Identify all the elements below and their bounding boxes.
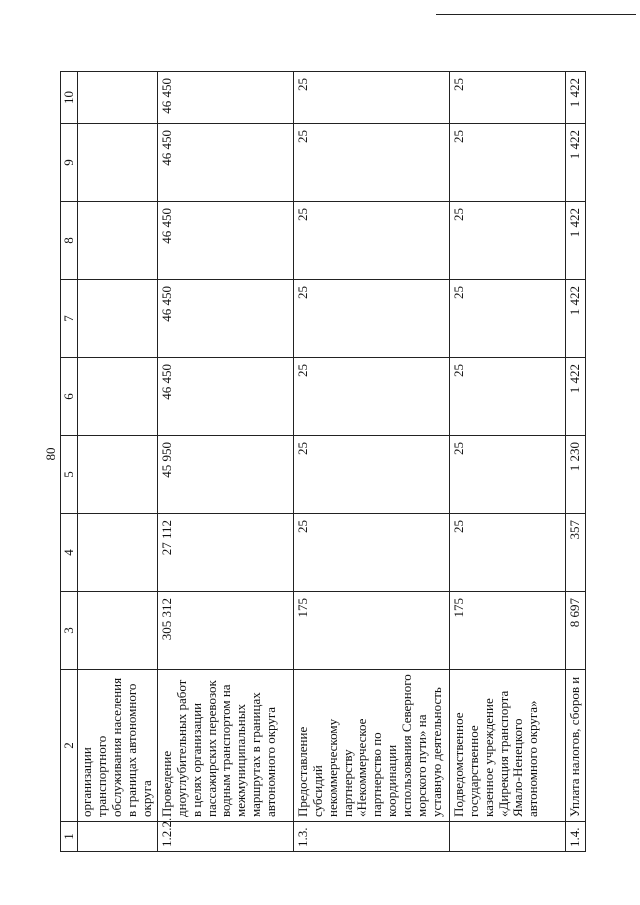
cell-value: 25	[449, 514, 565, 592]
cell-total: 175	[449, 592, 565, 670]
budget-table	[60, 71, 586, 852]
table-row	[449, 72, 565, 852]
table-row	[293, 72, 449, 852]
cell-value: 1 422	[565, 280, 585, 358]
cell-value: 45 950	[157, 436, 293, 514]
cell-value: 25	[449, 72, 565, 124]
col-num-7: 7	[61, 280, 78, 358]
cell-value: 25	[293, 202, 449, 280]
cell-value: 46 450	[157, 280, 293, 358]
cell-value: 46 450	[157, 358, 293, 436]
cell-value: 25	[449, 202, 565, 280]
table-row	[565, 72, 585, 852]
col-num-8: 8	[61, 202, 78, 280]
row-code: 1.3.	[293, 822, 449, 852]
cell-value: 25	[449, 358, 565, 436]
table-row	[157, 72, 293, 852]
cell-value: 25	[293, 280, 449, 358]
row-code	[78, 822, 158, 852]
col-num-9: 9	[61, 124, 78, 202]
cell-value: 46 450	[157, 72, 293, 124]
col-num-6: 6	[61, 358, 78, 436]
cell-value: 1 422	[565, 358, 585, 436]
cell-value	[78, 358, 158, 436]
cell-total: 8 697	[565, 592, 585, 670]
cell-value: 25	[293, 124, 449, 202]
column-number-row	[61, 72, 78, 852]
cell-total: 175	[293, 592, 449, 670]
cell-value: 25	[449, 124, 565, 202]
row-name: Подведомственное государственное казенное учреждение «Дирекция транспорта Ямало-Ненецкого автономного округа»	[449, 670, 565, 822]
row-name: организации транспортного обслуживания населения в границах автономного округа	[78, 670, 158, 822]
cell-value: 1 230	[565, 436, 585, 514]
cell-value: 25	[293, 436, 449, 514]
budget-table-rotated	[60, 72, 580, 852]
cell-value: 25	[293, 358, 449, 436]
row-code: 1.4.	[565, 822, 585, 852]
col-num-4: 4	[61, 514, 78, 592]
page-number: 80	[43, 447, 58, 461]
cell-value: 357	[565, 514, 585, 592]
cell-value	[78, 280, 158, 358]
table-row	[78, 72, 158, 852]
top-rule	[436, 14, 636, 15]
cell-value: 25	[449, 436, 565, 514]
col-num-2: 2	[61, 670, 78, 822]
cell-value: 25	[293, 72, 449, 124]
row-code	[449, 822, 565, 852]
cell-value	[78, 72, 158, 124]
row-code: 1.2.2.	[157, 822, 293, 852]
row-name: Проведение дноуглубительных работ в целях организации пассажирских перевозок водным транспортом на межмуниципальных маршрутах в границах автономного округа	[157, 670, 293, 822]
cell-value	[78, 124, 158, 202]
col-num-5: 5	[61, 436, 78, 514]
cell-value: 1 422	[565, 124, 585, 202]
cell-value: 1 422	[565, 202, 585, 280]
cell-value	[78, 514, 158, 592]
cell-value: 25	[293, 514, 449, 592]
cell-value: 46 450	[157, 124, 293, 202]
cell-value: 25	[449, 280, 565, 358]
cell-value	[78, 436, 158, 514]
cell-value	[78, 202, 158, 280]
cell-value: 1 422	[565, 72, 585, 124]
row-name: Предоставление субсидий некоммерческому партнерству «Некоммерческое партнерство по координации использования Северного морского пути» на уставную деятельность	[293, 670, 449, 822]
row-name: Уплата налогов, сборов и	[565, 670, 585, 822]
cell-total	[78, 592, 158, 670]
col-num-1: 1	[61, 822, 78, 852]
cell-value: 27 112	[157, 514, 293, 592]
cell-value: 46 450	[157, 202, 293, 280]
col-num-3: 3	[61, 592, 78, 670]
col-num-10: 10	[61, 72, 78, 124]
cell-total: 305 312	[157, 592, 293, 670]
